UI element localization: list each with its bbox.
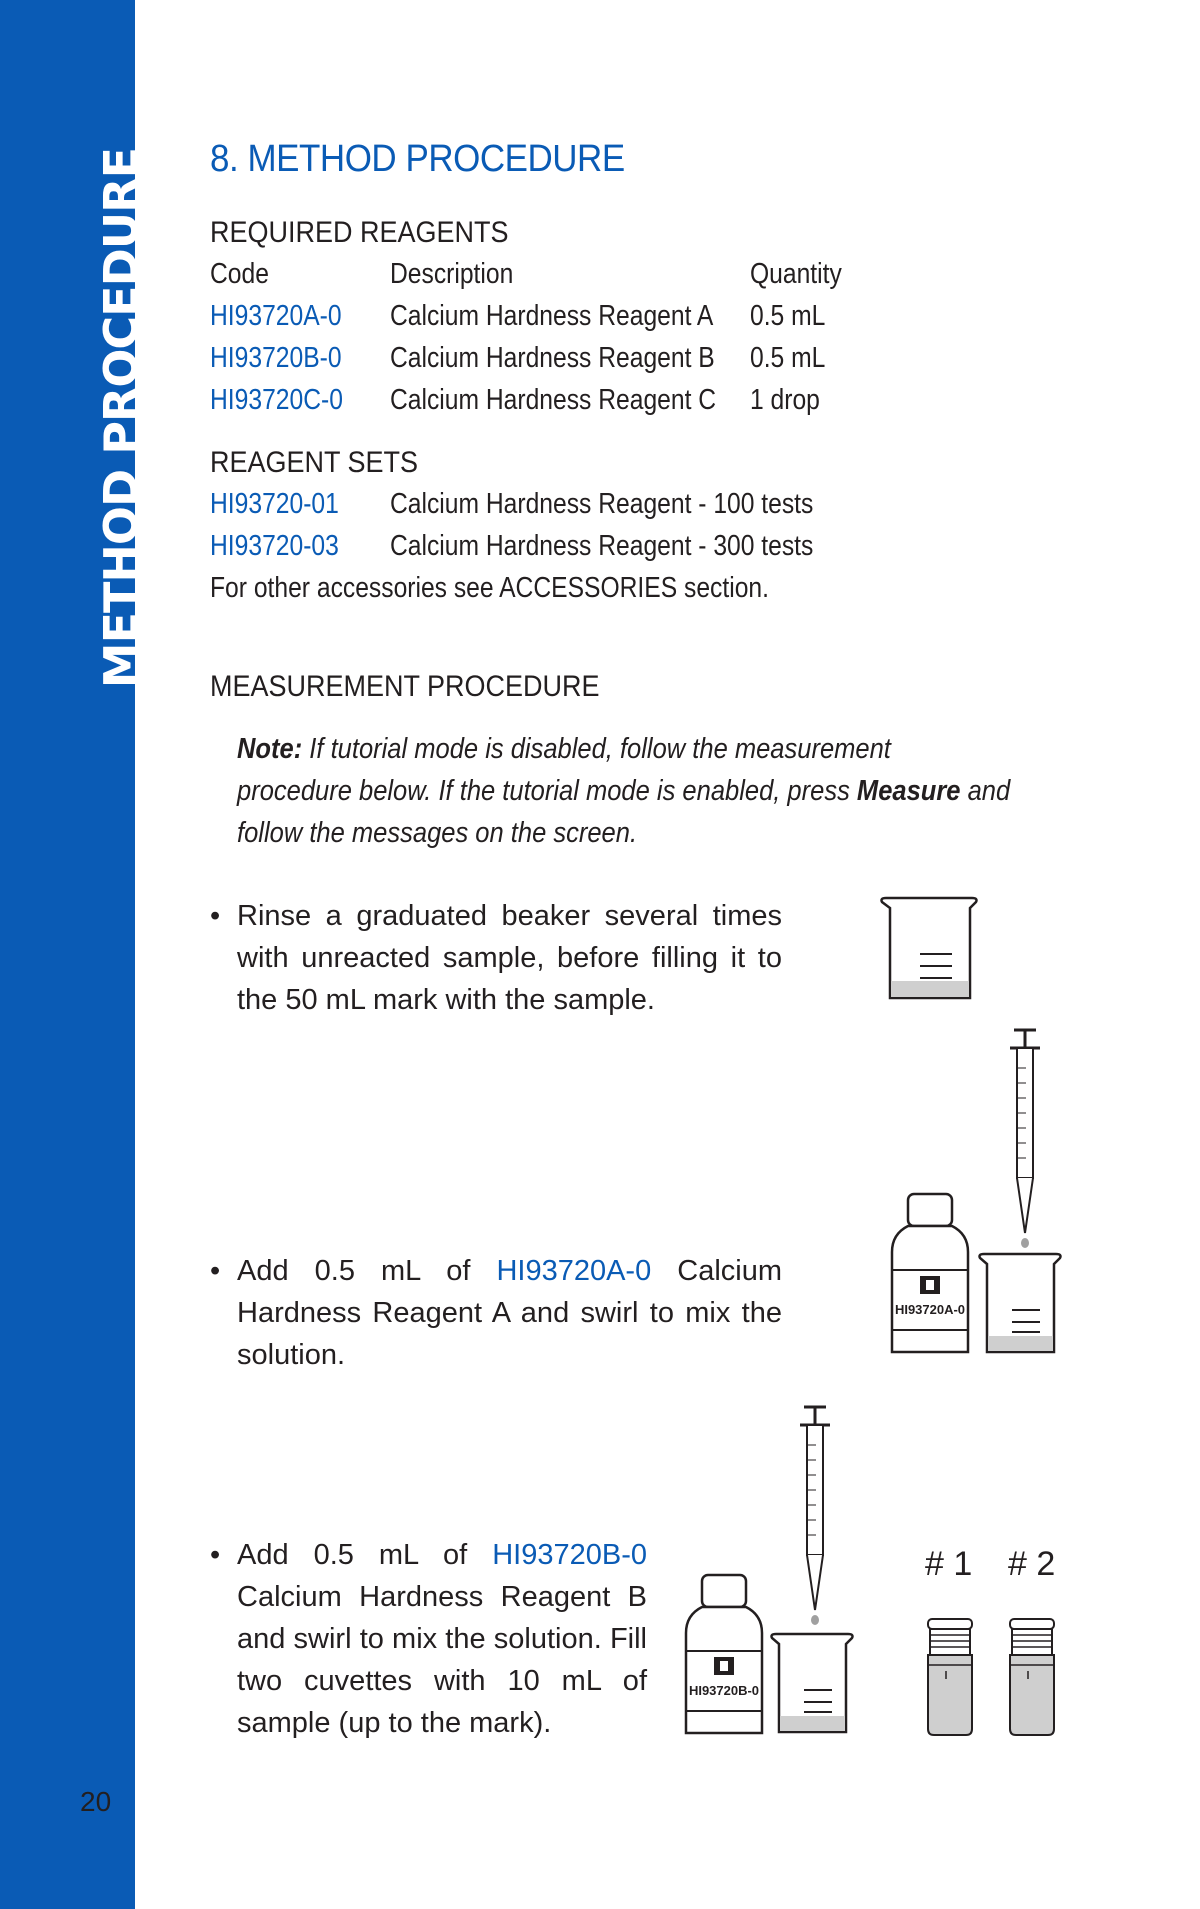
note-text-end: and follow the messages on the screen.	[237, 775, 1011, 849]
bottle-b-label: HI93720B-0	[688, 1683, 760, 1698]
cuvette-label-1: # 1	[925, 1545, 973, 1583]
section-title: 8. METHOD PROCEDURE	[210, 138, 625, 180]
step-3-code: HI93720B-0	[492, 1539, 647, 1571]
step-1-text: Rinse a graduated beaker several times with unreacted sample, before filling it to the 50 mL mark with the sample.	[237, 900, 782, 1016]
accessories-footnote: For other accessories see ACCESSORIES section.	[210, 572, 769, 604]
measurement-heading: MEASUREMENT PROCEDURE	[210, 670, 600, 703]
step-2	[210, 1250, 782, 1376]
step-3-text-before: Add 0.5 mL of	[237, 1539, 493, 1571]
beaker-illustration	[770, 1632, 855, 1737]
step-3	[210, 1534, 647, 1744]
reagent-quantity: 0.5 mL	[750, 300, 826, 332]
step-2-text-before: Add 0.5 mL of	[237, 1255, 497, 1287]
step-1	[210, 895, 782, 1021]
reagent-description: Calcium Hardness Reagent C	[390, 384, 717, 416]
reagent-quantity: 1 drop	[750, 384, 820, 416]
step-2-text-after: Calcium Hardness Reagent A and swirl to mix the solution.	[237, 1255, 782, 1371]
bullet-dot: •	[210, 1255, 221, 1287]
sidebar-title: METHOD PROCEDURE	[94, 148, 148, 689]
step-3-text-after: Calcium Hardness Reagent B and swirl to mix the solution. Fill two cuvettes with 10 mL of sample (up to the mark).	[237, 1581, 647, 1739]
reagent-set-code: HI93720-03	[210, 530, 339, 562]
page-number: 20	[80, 1786, 112, 1817]
bullet-dot: •	[210, 900, 221, 932]
reagent-code: HI93720B-0	[210, 342, 342, 374]
column-header-quantity: Quantity	[750, 258, 842, 290]
reagent-description: Calcium Hardness Reagent A	[390, 300, 714, 332]
cuvette-label-2: # 2	[1008, 1545, 1056, 1583]
bottle-a-label: HI93720A-0	[894, 1302, 966, 1317]
column-header-code: Code	[210, 258, 269, 290]
reagent-quantity: 0.5 mL	[750, 342, 826, 374]
reagent-code: HI93720C-0	[210, 384, 343, 416]
beaker-illustration	[880, 896, 980, 1006]
sidebar	[0, 0, 148, 1909]
reagent-set-description: Calcium Hardness Reagent - 300 tests	[390, 530, 814, 562]
note-measure-keyword: Measure	[856, 775, 961, 807]
note-text: If tutorial mode is disabled, follow the measurement procedure below. If the tutorial mode is enabled, press	[237, 733, 891, 807]
required-reagents-heading: REQUIRED REAGENTS	[210, 216, 509, 249]
step-2-code: HI93720A-0	[496, 1255, 652, 1287]
tutorial-note	[237, 728, 1011, 854]
column-header-description: Description	[390, 258, 514, 290]
note-label: Note:	[237, 733, 303, 765]
reagent-description: Calcium Hardness Reagent B	[390, 342, 715, 374]
reagent-sets-heading: REAGENT SETS	[210, 446, 419, 479]
reagent-set-description: Calcium Hardness Reagent - 100 tests	[390, 488, 814, 520]
reagent-bottle-b	[684, 1573, 764, 1738]
reagent-code: HI93720A-0	[210, 300, 342, 332]
bullet-dot: •	[210, 1539, 221, 1571]
cuvette-1-illustration	[924, 1617, 976, 1737]
syringe-illustration	[790, 1405, 840, 1625]
reagent-bottle-a	[890, 1192, 970, 1357]
beaker-illustration	[978, 1252, 1063, 1357]
syringe-illustration	[1000, 1028, 1050, 1248]
cuvette-2-illustration	[1006, 1617, 1058, 1737]
reagent-set-code: HI93720-01	[210, 488, 339, 520]
